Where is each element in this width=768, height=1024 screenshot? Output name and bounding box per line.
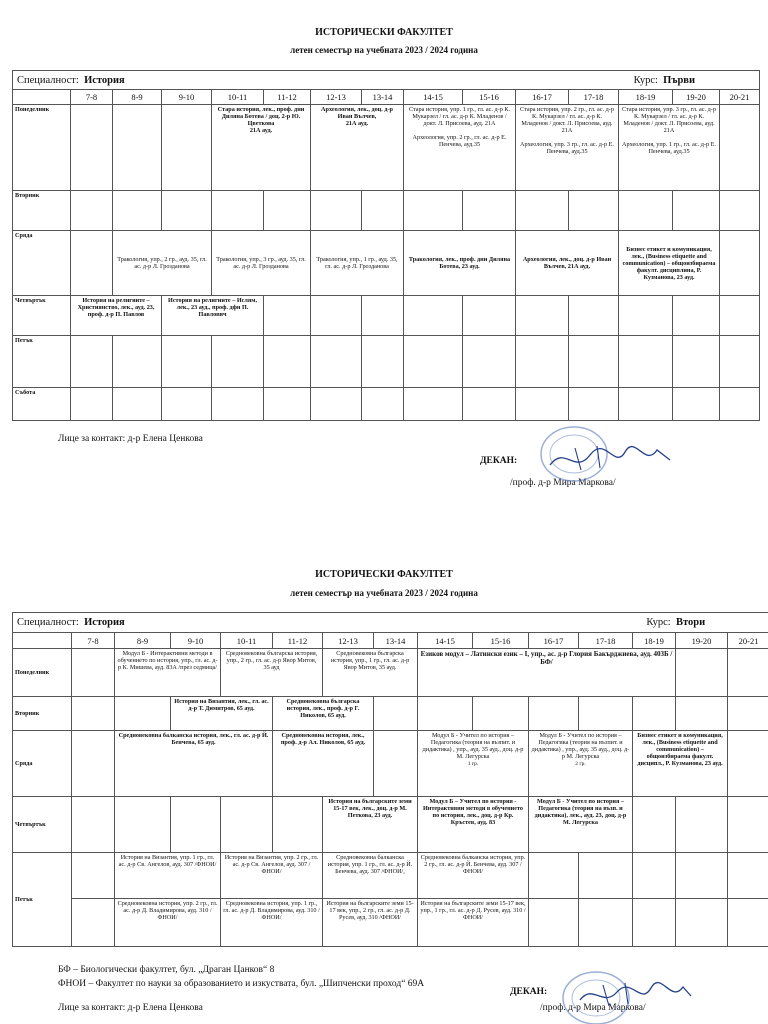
corner-cell (13, 90, 71, 105)
class-cell: Модул Б - Интерактивни методи в обучението по история, упр., гл. ас. д-р К. Мишева, ауд. 83А /през седмица/ (115, 649, 221, 697)
hour-cell: 15-16 (463, 90, 516, 105)
class-cell: Средновековна история, упр. 1 гр., гл. ас. д-р Д. Владимирова, ауд. 310 /ФНОИ/ (221, 899, 323, 947)
specialty-label: Специалност: (17, 74, 79, 86)
class-cell: Тракология, лек., проф. дни Диляна Ботева, 23 ауд. (404, 231, 516, 296)
hour-cell: 11-12 (273, 633, 323, 649)
hour-cell: 9-10 (171, 633, 221, 649)
hour-cell: 16-17 (529, 633, 579, 649)
day-label: Събота (13, 388, 71, 421)
class-cell: Тракология, упр., 3 гр., ауд. 35, гл. ас. д-р Л. Грозданова (212, 231, 311, 296)
class-cell: Средновековна балканска история, упр. 2 гр., гл. ас. д-р Й. Бенчева, ауд. 307 /ФНОИ/ (418, 853, 529, 899)
day-label: Сряда (13, 231, 71, 296)
class-cell: Археология, лек., доц. д-р Иван Вълчев, 21А ауд. (311, 105, 404, 191)
day-label: Четвъртък (13, 296, 71, 336)
class-cell: История на българските земи 15-17 век, упр., 2 гр., гл. ас. д-р Д. Русев, ауд. 310 /ФНОИ/ (323, 899, 418, 947)
day-label: Петък (13, 853, 72, 947)
class-cell: Средновековна българска история, лек., проф. д-р Г. Николов, 65 ауд. (273, 697, 374, 731)
hour-cell: 19-20 (673, 90, 720, 105)
specialty-label: Специалност: (17, 617, 79, 628)
class-cell: Стара история, упр. 3 гр., гл. ас. д-р К. Мукарзел / гл. ас. д-р К. Младенов / докт. Л. Присоева, ауд. 21А Археология, упр. 1 гр., гл. ас. д-р Е. Пенчева, ауд.35 (619, 105, 720, 191)
class-cell: История на религиите – Ислям, лек., 23 ауд., проф. дфн П. Павлович (162, 296, 264, 336)
hour-cell: 17-18 (569, 90, 619, 105)
class-cell: Езиков модул – Латински език – I, упр., ас. д-р Глория Бакърджиева, ауд. 403Б /БФ/ (418, 649, 676, 697)
course-value: Първи (663, 74, 696, 86)
sheet1-dean-name: /проф. д-р Мира Маркова/ (510, 478, 616, 488)
course-value: Втори (675, 617, 706, 628)
hour-cell: 10-11 (221, 633, 273, 649)
sheet2-contact: Лице за контакт: д-р Елена Ценкова (58, 1003, 203, 1013)
day-label: Четвъртък (13, 797, 72, 853)
hour-cell: 13-14 (362, 90, 404, 105)
sheet1-row-wednesday (13, 231, 760, 296)
class-cell: Тракология, упр., 1 гр., ауд. 35, гл. ас. д-р Л. Грозданова (311, 231, 404, 296)
sheet2-footnote-fnoi: ФНОИ – Факултет по науки за образованието и изкуствата, бул. „Шипченски проход“ 69А (58, 979, 425, 989)
day-label: Вторник (13, 191, 71, 231)
day-label: Сряда (13, 731, 72, 797)
day-label: Понеделник (13, 649, 72, 697)
specialty-value: История (84, 617, 125, 628)
hour-cell: 20-21 (728, 633, 768, 649)
class-cell: История на Византия, лек., гл. ас. д-р Т. Димитров, 65 ауд. (171, 697, 273, 731)
class-cell: История на българските земи 15-17 век, лек., доц. д-р М. Петкова, 23 ауд. (323, 797, 418, 853)
class-cell: Стара история, упр. 1 гр., гл. ас. д-р К. Мукарзел / гл. ас. д-р К. Младенов / докт. Л. Присоева, ауд. 21А Археология, упр. 2 гр., гл. ас. д-р Е. Пенчева, ауд.35 (404, 105, 516, 191)
class-cell: Средновековна балканска история, лек., гл. ас. д-р Й. Бенчева, 65 ауд. (115, 731, 273, 797)
hour-cell: 18-19 (619, 90, 673, 105)
hour-cell: 18-19 (633, 633, 676, 649)
sheet2-title: ИСТОРИЧЕСКИ ФАКУЛТЕТ (315, 569, 453, 580)
class-cell: История на Византия, упр. 2 гр., гл. ас. д-р Св. Ангелов, ауд. 307 /ФНОИ/ (221, 853, 323, 899)
hour-cell: 17-18 (579, 633, 633, 649)
sheet2-row-friday-a (13, 853, 768, 899)
sheet1-specialty-row (13, 71, 760, 90)
class-cell: Археология, лек., доц. д-р Иван Вълчев, 21А ауд. (516, 231, 619, 296)
specialty-value: История (84, 74, 125, 86)
sheet2-row-monday (13, 649, 768, 697)
sheet1-title: ИСТОРИЧЕСКИ ФАКУЛТЕТ (315, 27, 453, 38)
hour-cell: 9-10 (162, 90, 212, 105)
hour-cell: 13-14 (374, 633, 418, 649)
sheet2-specialty-row (13, 613, 768, 633)
hour-cell: 12-13 (311, 90, 362, 105)
sheet1-signature (545, 440, 675, 480)
sheet2-subtitle: летен семестър на учебната 2023 / 2024 година (290, 588, 478, 598)
sheet1-row-tuesday (13, 191, 760, 231)
hour-cell: 10-11 (212, 90, 264, 105)
sheet2-dean-name: /проф. д-р Мира Маркова/ (540, 1003, 646, 1013)
hour-cell: 8-9 (113, 90, 162, 105)
course-label: Курс: (633, 74, 658, 86)
class-cell: Модул Б - Учител по история – Педагогика (теория на възпит. и дидактика) , упр., ауд. 35 ауд., доц. д-р М. Легурска 2 гр. (529, 731, 633, 797)
sheet1-contact: Лице за контакт: д-р Елена Ценкова (58, 434, 203, 444)
course-label: Курс: (646, 617, 671, 628)
class-cell: Бизнес етикет и комуникация, лек., (Business etiquette and communication) – общоизбираема факулт. дисциплина, Р. Кузманова, 23 ауд. (619, 231, 720, 296)
hour-cell: 20-21 (720, 90, 760, 105)
sheet2-row-thursday (13, 797, 768, 853)
class-cell: Средновековна история, лек., проф. д-р Ал. Николов, 65 ауд. (273, 731, 374, 797)
sheet2-dean-label: ДЕКАН: (510, 987, 548, 997)
hour-cell: 16-17 (516, 90, 569, 105)
class-cell: Средновековна българска история, упр., 2 гр., гл. ас. д-р Явор Митов, 35 ауд (221, 649, 323, 697)
hour-cell: 7-8 (71, 90, 113, 105)
sheet2-row-friday-b (13, 899, 768, 947)
hour-cell: 12-13 (323, 633, 374, 649)
sheet1-subtitle: летен семестър на учебната 2023 / 2024 година (290, 45, 478, 55)
sheet2-signature (575, 978, 695, 1014)
class-cell: История на Византия, упр. 1 гр., гл. ас. д-р Св. Ангелов, ауд. 307 /ФНОИ/ (115, 853, 221, 899)
sheet1-row-saturday (13, 388, 760, 421)
class-cell: Тракология, упр., 2 гр., ауд. 35, гл. ас. д-р Л. Грозданова (113, 231, 212, 296)
sheet2-hours-row (13, 633, 768, 649)
hour-cell: 19-20 (676, 633, 728, 649)
class-cell: Средновековна история, упр. 2 гр., гл. ас. д-р Д. Владимирова, ауд. 310 /ФНОИ/ (115, 899, 221, 947)
sheet1-row-thursday (13, 296, 760, 336)
class-cell: Модул Б - Учител по история – Педагогика (теория на възпит. и дидактика) , упр., ауд. 35 ауд., доц. д-р М. Легурска 1 гр. (418, 731, 529, 797)
hour-cell: 7-8 (72, 633, 115, 649)
sheet1-dean-label: ДЕКАН: (480, 456, 518, 466)
class-cell: Стара история, упр. 2 гр., гл. ас. д-р К. Мукарзел / гл. ас. д-р К. Младенов / докт. Л. Присоева, ауд. 21А Археология, упр. 3 гр., гл. ас. д-р Е. Пенчева, ауд.35 (516, 105, 619, 191)
day-label: Понеделник (13, 105, 71, 191)
sheet1-schedule-table (12, 70, 760, 421)
sheet1-row-friday (13, 336, 760, 388)
class-cell: Средновековна българска история, упр., 1 гр., гл. ас. д-р Явор Митов, 35 ауд. (323, 649, 418, 697)
corner-cell (13, 633, 72, 649)
class-cell: Модул Б - Учител по история – Педагогика (теория на възп. и дидактика), лек., ауд. 23, доц. д-р М. Легурска (529, 797, 633, 853)
sheet2-schedule-table (12, 612, 768, 947)
day-label: Вторник (13, 697, 72, 731)
class-cell: Стара история, лек., проф. дни Диляна Ботева / доц. 2-р Ю. Цветкова 21А ауд. (212, 105, 311, 191)
sheet2-row-tuesday (13, 697, 768, 731)
sheet2-row-wednesday (13, 731, 768, 797)
class-cell: Модул Б – Учител по история - Интерактивни методи в обучението по история, лек., доц. д-р Кр. Кръстев, ауд. 83 (418, 797, 529, 853)
hour-cell: 11-12 (264, 90, 311, 105)
hour-cell: 14-15 (418, 633, 473, 649)
hour-cell: 14-15 (404, 90, 463, 105)
class-cell: История на религиите – Християнство, лек., ауд. 23, проф. д-р П. Павлов (71, 296, 162, 336)
sheet2-footnote-bf: БФ – Биологически факултет, бул. „Драган Цанков“ 8 (58, 965, 275, 975)
class-cell: Средновековна балканска история, упр. 1 гр., гл. ас. д-р Й. Бенчева, ауд. 307 /ФНОИ/, (323, 853, 418, 899)
class-cell: Бизнес етикет и комуникация, лек., (Business etiquette and communication) – общоизбираема факулт. дисципл., Р. Кузманова, 23 ауд. (633, 731, 728, 797)
hour-cell: 15-16 (473, 633, 529, 649)
sheet1-hours-row (13, 90, 760, 105)
hour-cell: 8-9 (115, 633, 171, 649)
class-cell: История на българските земи 15-17 век, упр., 1 гр., гл. ас. д-р Д. Русев, ауд. 310 /ФНОИ/ (418, 899, 529, 947)
sheet1-row-monday (13, 105, 760, 191)
day-label: Петък (13, 336, 71, 388)
